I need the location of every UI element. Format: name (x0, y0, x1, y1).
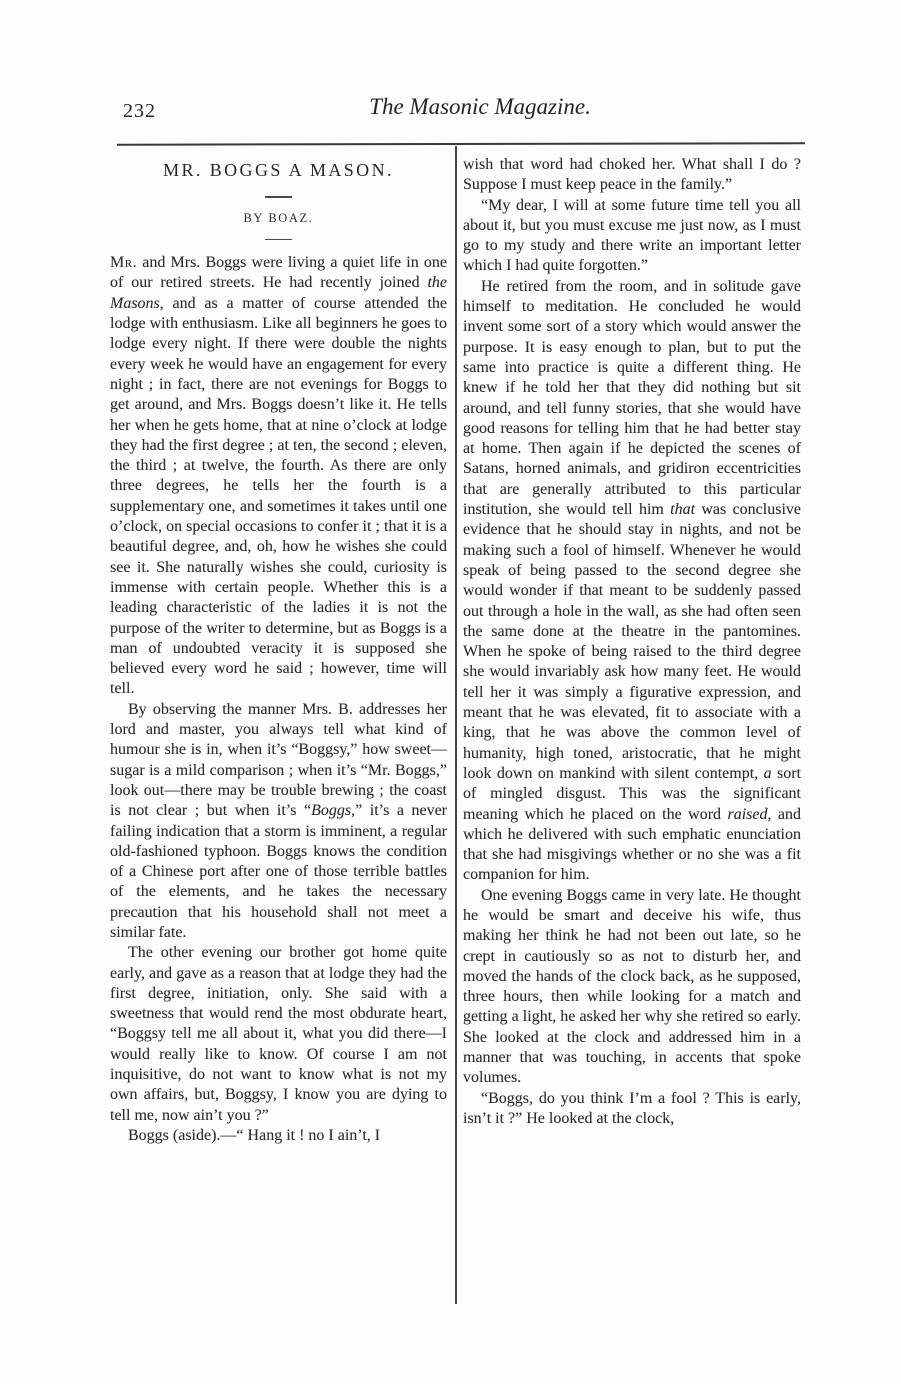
page-number: 232 (123, 100, 156, 122)
article-title: MR. BOGGS A MASON. (163, 160, 394, 180)
paragraph: He retired from the room, and in solitude gave himself to meditation. He concluded he would invent some sort of a story which would answer the purpose. It is easy enough to plan, but to put the same into practice is quite a different thing. He knew if he told her that they did nothing but sit around, and tell funny stories, that she would have good reasons for telling him that he had better stay at home. Then again if he depicted the scenes of Satans, horned animals, and gridiron eccentricities that are generally attributed to this particular institution, she would tell him that was conclusive evidence that he should stay in nights, and not be making such a fool of himself. Whenever he would speak of being passed to the second degree she would wonder if that meant to be suddenly passed out through a hole in the wall, as she had often seen the same done at the theatre in the pantomines. When he spoke of being raised to the third degree she would invariably ask how many feet. He would tell her it was simply a figurative expression, and meant that he was elevated, fit to associate with a king, that he was above the common level of humanity, high toned, aristocratic, that he might look down on mankind with silent contempt, a sort of mingled disgust. This was the significant meaning which he placed on the word raised, and which he delivered with such emphatic enunciation that she had misgivings whether or no she was a fit companion for him. (463, 277, 802, 884)
paragraph: “My dear, I will at some future time tell you all about it, but you must excuse me just now, as I must go to my study and there write an important letter which I had quite forgotten.” (463, 196, 801, 275)
paragraph: One evening Boggs came in very late. He thought he would be smart and deceive his wife, thus making her think he had not been out late, so he crept in cautiously so as not to disturb her, and moved the hands of the clock back, as he supposed, three hours, then while looking for a match and getting a light, he asked her why she retired so early. She looked at the clock and addressed him in a manner that was touching, in accents that spoke volumes. (463, 886, 801, 1087)
right-column (463, 150, 801, 1129)
header-rule (117, 142, 805, 145)
journal-title: The Masonic Magazine. (369, 94, 591, 119)
title-divider (265, 196, 292, 198)
byline-divider (265, 239, 292, 241)
byline: BY BOAZ. (243, 210, 314, 225)
paragraph: Mr. and Mrs. Boggs were living a quiet life in one of our retired streets. He had recently joined the Masons, and as a matter of course attended the lodge with enthusiasm. Like all beginners he goes to lodge every night. If there were double the nights every week he would have an engagement for every night ; in fact, there are not evenings for Boggs to get around, and Mrs. Boggs doesn’t like it. He tells her when he gets home, that at nine o’clock at lodge they had the first degree ; at ten, the second ; eleven, the third ; at twelve, the fourth. As there are only three degrees, he tells her the fourth is a supplementary one, and sometimes it takes until one o’clock, on special occasions to confer it ; that it is a beautiful degree, and, oh, how he wishes she could see it. She naturally wishes she could, curiosity is immense with certain people. Whether this is a leading characteristic of the ladies it is not the purpose of the writer to determine, but as Boggs is a man of undoubted veracity it is supposed she believed every word he said ; however, time will tell. (110, 254, 447, 698)
paragraph: Boggs (aside).—“ Hang it ! no I ain’t, I (128, 1126, 381, 1144)
paragraph: By observing the manner Mrs. B. addresses her lord and master, you always tell what kind of humour she is in, when it’s “Boggsy,” how sweet—sugar is a mild comparison ; when it’s “Mr. Boggs,” look out—there may be trouble brewing ; the coast is not clear ; but when it’s “Boggs,” it’s a never failing indication that a storm is imminent, a regular old-fashioned typhoon. Boggs knows the condition of a Chinese port after one of those terrible battles of the elements, and he takes the necessary precaution that his household shall not meet a similar fate. (110, 700, 448, 941)
left-column-text (110, 253, 447, 1146)
paragraph: wish that word had choked her. What shall I do ? Suppose I must keep peace in the family.” (463, 156, 801, 194)
paragraph: “Boggs, do you think I’m a fool ? This is early, isn’t it ?” He looked at the clock, (463, 1089, 801, 1127)
left-column (110, 150, 447, 1146)
right-column-text (463, 155, 801, 1129)
paragraph: The other evening our brother got home quite early, and gave as a reason that at lodge they had the first degree, initiation, only. She said with a sweetness that would rend the most obdurate heart, “Boggsy tell me all about it, what you did there—I would really like to know. Of course I am not inquisitive, do not want to know what is not my own affairs, but, Boggsy, I know you are dying to tell me, now ain’t you ?” (110, 944, 447, 1124)
column-divider (455, 146, 457, 1304)
